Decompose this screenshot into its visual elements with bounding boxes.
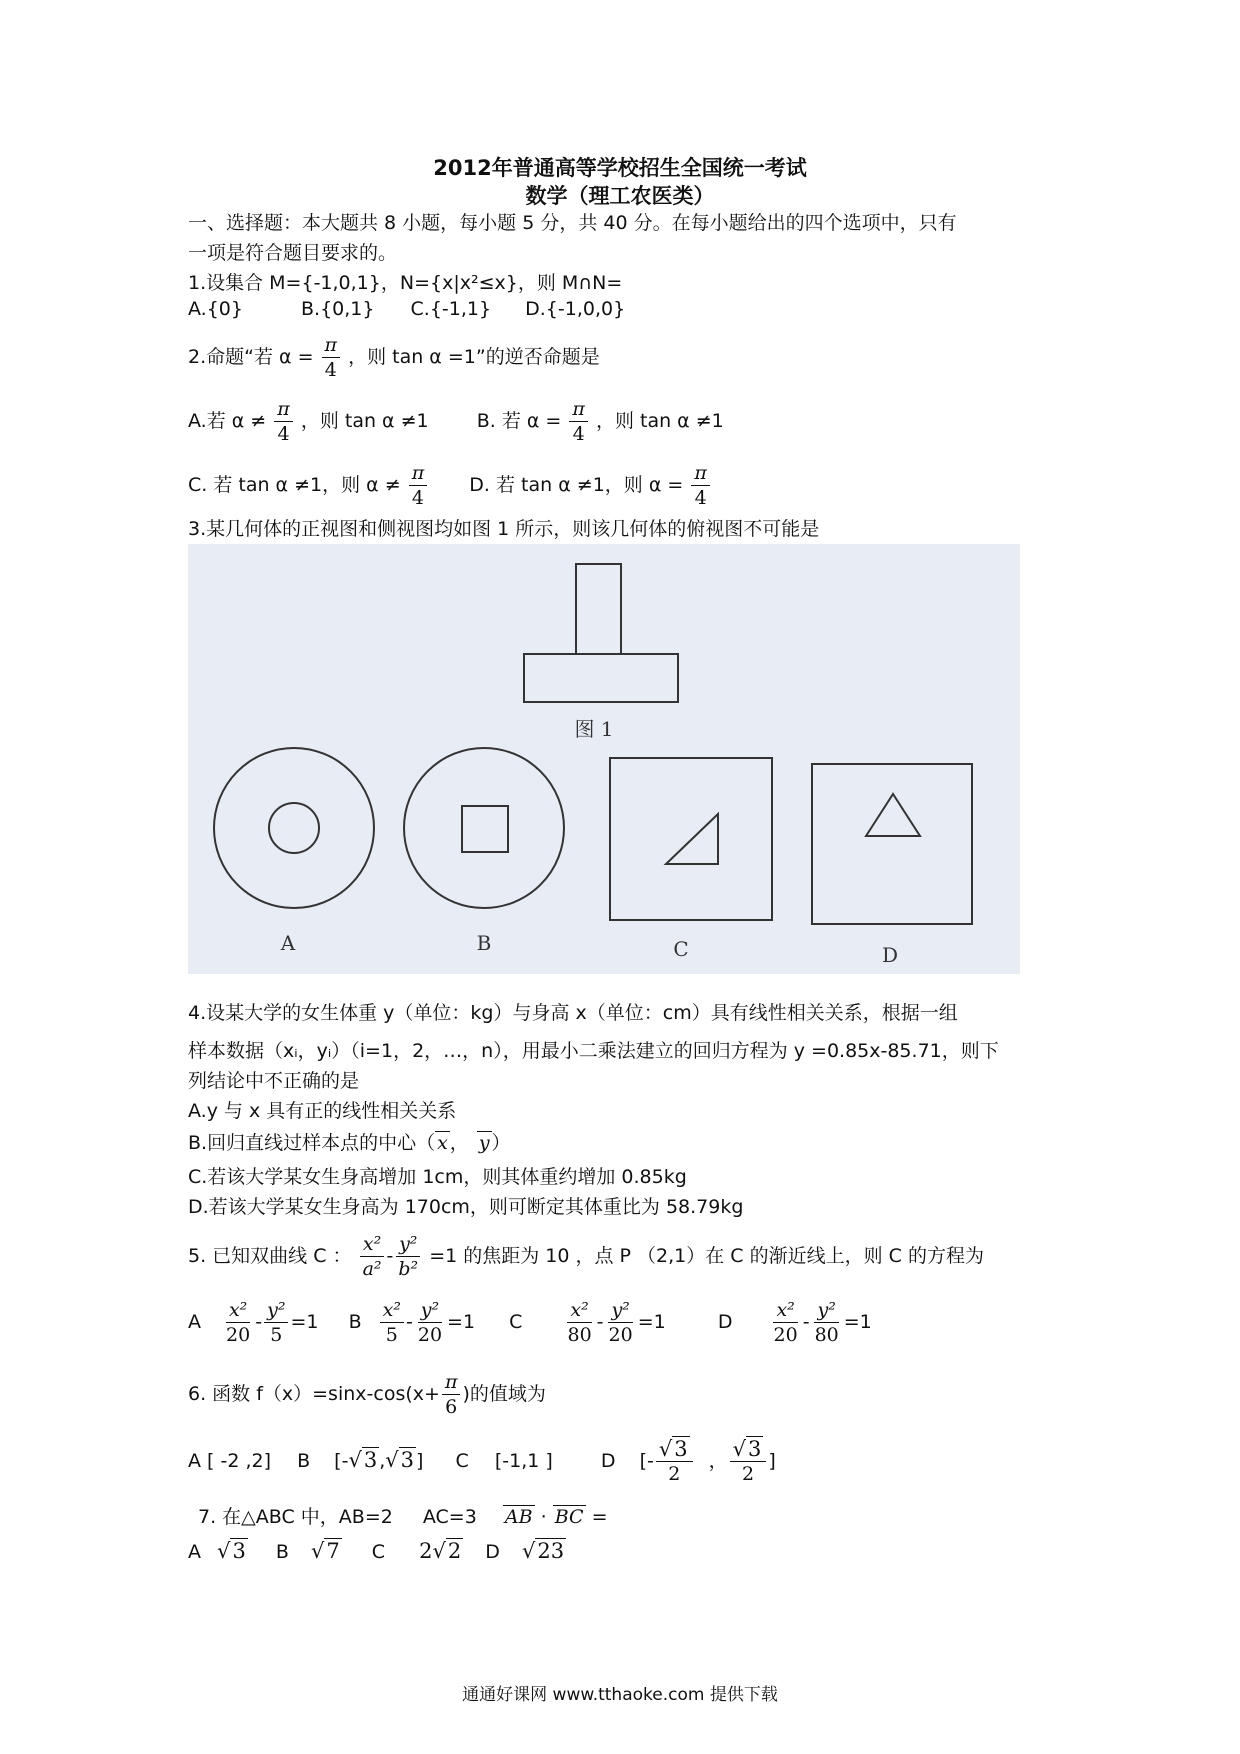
equals-one: =1 xyxy=(447,1311,476,1333)
option-a-outer-circle xyxy=(214,748,374,908)
dot-product: · xyxy=(540,1506,547,1528)
option-c-label: C xyxy=(673,937,689,961)
sqrt-3: √3 xyxy=(348,1448,378,1472)
denominator: 6 xyxy=(445,1396,458,1418)
q4-option-b-close: ） xyxy=(491,1132,511,1154)
denominator: 2 xyxy=(741,1463,755,1485)
q3-figure xyxy=(188,544,1020,974)
section-intro-line2: 一项是符合题目要求的。 xyxy=(188,242,398,264)
q2-stem-text: ，则 tan α =1”的逆否命题是 xyxy=(348,346,600,368)
q2-option-b-text: ，则 tan α ≠1 xyxy=(595,410,724,432)
denominator: 4 xyxy=(324,359,337,381)
option-a-label: A xyxy=(280,931,296,955)
q6-option-a: A [ -2 ,2] xyxy=(188,1450,272,1472)
q6-option-b-close: ] xyxy=(416,1450,424,1472)
q2-d-fraction xyxy=(691,461,710,510)
denominator: 4 xyxy=(694,487,707,509)
q5-options xyxy=(188,1294,872,1350)
q5-option-b-label: B xyxy=(348,1311,362,1333)
q6-stem-text: 6. 函数 f（x）=sinx-cos(x+ xyxy=(188,1383,440,1405)
q5-b-frac-x xyxy=(380,1298,404,1347)
q6-stem-text: )的值域为 xyxy=(462,1383,546,1405)
q1-option-c: C.{-1,1} xyxy=(410,298,492,320)
denominator: 4 xyxy=(572,423,585,445)
q6-option-d-close: ] xyxy=(768,1450,776,1472)
q5-option-a-label: A xyxy=(188,1311,201,1333)
numerator: π xyxy=(691,461,710,486)
exam-subtitle: 数学（理工农医类） xyxy=(525,184,715,208)
q5-a-frac-x xyxy=(223,1298,253,1347)
option-b-outer-circle xyxy=(404,748,564,908)
minus: - xyxy=(802,1311,810,1333)
q5-a-frac-y xyxy=(264,1298,288,1347)
q2-option-a: A.若 α ≠ xyxy=(188,410,267,432)
q1-option-d: D.{-1,0,0} xyxy=(525,298,626,320)
q3-figure-svg xyxy=(188,544,1020,974)
q2-option-d: D. 若 tan α ≠1，则 α = xyxy=(469,474,684,496)
footer-credit: 通通好课网 www.tthaoke.com 提供下载 xyxy=(462,1685,778,1705)
q5-c-frac-x xyxy=(564,1298,594,1347)
denominator: 4 xyxy=(277,423,290,445)
q2-b-fraction xyxy=(569,397,588,446)
numerator: π xyxy=(442,1370,461,1395)
q2-option-b: B. 若 α = xyxy=(476,410,562,432)
q1-option-b: B.{0,1} xyxy=(301,298,375,320)
q7-options xyxy=(188,1538,566,1565)
q5-option-d-label: D xyxy=(717,1311,733,1333)
q4-line2: 样本数据（xᵢ，yᵢ）（i=1，2，…，n），用最小二乘法建立的回归方程为 y =0.85x-85.71，则下 xyxy=(188,1040,999,1062)
q7-option-c-label: C xyxy=(371,1541,386,1563)
option-b-label: B xyxy=(476,931,492,955)
q2-stem xyxy=(188,330,600,384)
denominator: 20 xyxy=(226,1324,251,1346)
exam-title: 2012年普通高等学校招生全国统一考试 xyxy=(433,156,807,180)
fig1-base-rect xyxy=(524,654,678,702)
equals-one: =1 xyxy=(637,1311,666,1333)
q2-stem-text: 2.命题“若 α = xyxy=(188,346,314,368)
numerator: π xyxy=(569,397,588,422)
q7-option-b-label: B xyxy=(275,1541,289,1563)
denominator: 2 xyxy=(668,1463,681,1485)
q5-stem-frac-x xyxy=(360,1232,385,1281)
numerator: π xyxy=(322,333,341,358)
q6-option-c: [-1,1 ] xyxy=(494,1450,553,1472)
option-b-inner-square xyxy=(462,806,508,852)
denominator: 4 xyxy=(411,487,424,509)
q4-option-a: A.y 与 x 具有正的线性相关关系 xyxy=(188,1100,457,1122)
q6-option-d-open: [- xyxy=(639,1450,654,1472)
numerator: y² xyxy=(814,1298,838,1323)
numerator: y² xyxy=(396,1232,420,1257)
option-a-inner-circle xyxy=(269,803,319,853)
q2-fraction xyxy=(322,333,341,382)
q5-stem-frac-y xyxy=(395,1232,421,1281)
q7-option-c: 2√2 xyxy=(419,1539,462,1563)
numerator: x² xyxy=(226,1298,250,1323)
q2-option-c: C. 若 tan α ≠1，则 α ≠ xyxy=(188,474,401,496)
denominator: b² xyxy=(398,1258,419,1280)
q4-line1: 4.设某大学的女生体重 y（单位：kg）与身高 x（单位：cm）具有线性相关关系，根据一组 xyxy=(188,1002,958,1024)
denominator: 80 xyxy=(814,1324,839,1346)
radicand: 3 xyxy=(363,1448,378,1472)
x-bar: x xyxy=(437,1132,448,1154)
numerator: x² xyxy=(773,1298,797,1323)
numerator: x² xyxy=(380,1298,404,1323)
denominator: 20 xyxy=(608,1324,633,1346)
numerator: √3 xyxy=(656,1437,693,1462)
q7-option-b: √7 xyxy=(310,1539,340,1563)
minus: - xyxy=(406,1311,413,1333)
q7-stem-text: 7. 在△ABC 中，AB=2 xyxy=(198,1506,393,1528)
q6-option-d-label: D xyxy=(600,1450,616,1472)
coefficient: 2 xyxy=(419,1539,433,1563)
q5-b-frac-y xyxy=(415,1298,445,1347)
vector-bc: BC xyxy=(554,1506,584,1528)
q6-fraction xyxy=(442,1370,461,1419)
equals-one: =1 xyxy=(843,1311,872,1333)
radicand: 2 xyxy=(447,1539,462,1563)
q5-d-frac-x xyxy=(771,1298,801,1347)
radicand: 23 xyxy=(537,1539,565,1563)
denominator: 20 xyxy=(773,1324,798,1346)
sqrt-3: √3 xyxy=(385,1448,415,1472)
q7-option-d-label: D xyxy=(485,1541,500,1563)
separator: ， xyxy=(449,1132,469,1154)
q4-option-d: D.若该大学某女生身高为 170cm，则可断定其体重比为 58.79kg xyxy=(188,1196,744,1218)
q4-line3: 列结论中不正确的是 xyxy=(188,1070,360,1092)
q2-option-a-text: ，则 tan α ≠1 xyxy=(300,410,429,432)
q7-option-d: √23 xyxy=(521,1539,565,1563)
q3-stem: 3.某几何体的正视图和侧视图均如图 1 所示，则该几何体的俯视图不可能是 xyxy=(188,518,820,540)
q6-d-frac1 xyxy=(656,1437,693,1486)
q4-option-b xyxy=(188,1130,511,1156)
minus: - xyxy=(596,1311,604,1333)
q6-stem xyxy=(188,1366,546,1422)
q2-a-fraction xyxy=(274,397,293,446)
numerator: y² xyxy=(264,1298,288,1323)
option-d-outer-square xyxy=(812,764,972,924)
q2-options-ab xyxy=(188,394,724,448)
q5-c-frac-y xyxy=(606,1298,636,1347)
section-intro-line1: 一、选择题：本大题共 8 小题，每小题 5 分，共 40 分。在每小题给出的四个选项中，只有 xyxy=(188,212,957,234)
option-d-label: D xyxy=(881,943,899,967)
q6-options xyxy=(188,1432,776,1489)
denominator: 5 xyxy=(270,1324,283,1346)
vector-ab: AB xyxy=(504,1506,533,1528)
q7-stem-text: AC=3 xyxy=(422,1506,477,1528)
numerator: x² xyxy=(567,1298,591,1323)
fig1-stem-rect xyxy=(576,564,621,654)
numerator: y² xyxy=(418,1298,442,1323)
y-bar: y xyxy=(478,1132,490,1154)
denominator: 5 xyxy=(385,1324,398,1346)
q5-d-frac-y xyxy=(812,1298,842,1347)
equals: = xyxy=(591,1506,608,1528)
radicand: 3 xyxy=(674,1437,688,1461)
q2-c-fraction xyxy=(409,461,428,510)
denominator: a² xyxy=(362,1258,382,1280)
radicand: 3 xyxy=(400,1448,415,1472)
numerator: π xyxy=(409,461,428,486)
numerator: x² xyxy=(360,1232,384,1257)
minus: - xyxy=(255,1311,263,1333)
q6-d-frac2 xyxy=(730,1437,767,1486)
option-d-triangle xyxy=(866,794,920,836)
minus: - xyxy=(386,1245,394,1267)
q6-option-b-open: [- xyxy=(334,1450,349,1472)
q5-stem xyxy=(188,1228,984,1284)
comma: ， xyxy=(708,1450,728,1472)
radicand: 7 xyxy=(326,1539,340,1563)
figure1-caption: 图 1 xyxy=(574,717,614,741)
q4-option-b-text: B.回归直线过样本点的中心（ xyxy=(188,1132,436,1154)
q7-option-a-label: A xyxy=(188,1541,201,1563)
denominator: 80 xyxy=(567,1324,592,1346)
option-c-right-triangle xyxy=(666,814,718,864)
q4-option-c: C.若该大学某女生身高增加 1cm，则其体重约增加 0.85kg xyxy=(188,1166,687,1188)
equals-one: =1 xyxy=(290,1311,319,1333)
q5-stem-text: =1 的焦距为 10 ，点 P （2,1）在 C 的渐近线上，则 C 的方程为 xyxy=(429,1245,984,1267)
q5-stem-text: 5. 已知双曲线 C ： xyxy=(188,1245,352,1267)
numerator: π xyxy=(274,397,293,422)
numerator: √3 xyxy=(730,1437,767,1462)
q1-stem: 1.设集合 M={-1,0,1}，N={x|x²≤x}，则 M∩N= xyxy=(188,272,623,294)
q7-option-a: √3 xyxy=(217,1539,246,1563)
q7-stem xyxy=(198,1504,608,1530)
q1-option-a: A.{0} xyxy=(188,298,243,320)
q6-option-c-label: C xyxy=(455,1450,469,1472)
comma: , xyxy=(379,1450,386,1472)
q2-options-cd xyxy=(188,458,712,512)
radicand: 3 xyxy=(748,1437,762,1461)
numerator: y² xyxy=(608,1298,632,1323)
radicand: 3 xyxy=(232,1539,246,1563)
q1-options xyxy=(188,296,625,322)
denominator: 20 xyxy=(417,1324,443,1346)
q5-option-c-label: C xyxy=(509,1311,523,1333)
q6-option-b-label: B xyxy=(297,1450,311,1472)
